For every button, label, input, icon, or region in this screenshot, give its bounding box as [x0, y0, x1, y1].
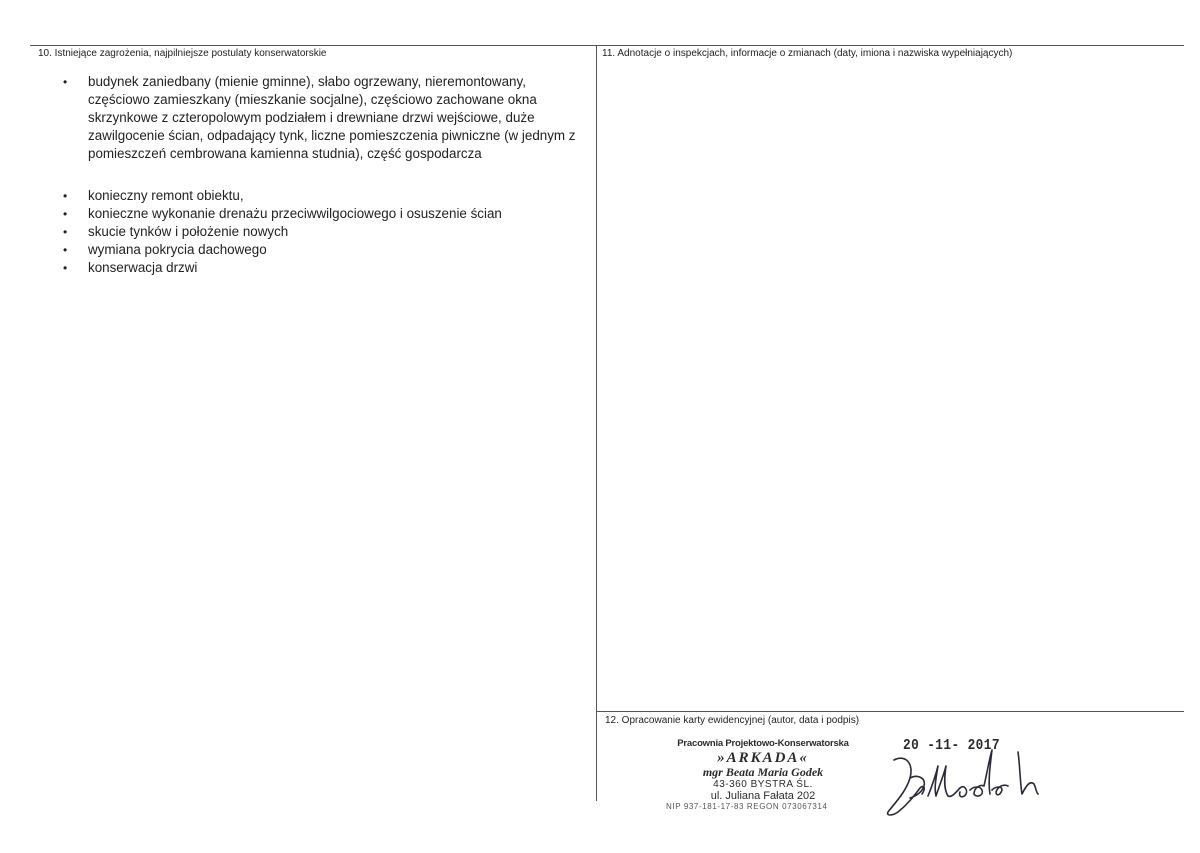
section-10-label: 10. Istniejące zagrożenia, najpilniejsze postulaty konserwatorskie [38, 48, 327, 59]
list-item: • budynek zaniedbany (mienie gminne), słabo ogrzewany, nieremontowany, częściowo zamieszkany (mieszkanie socjalne), częściowo zachowane okna skrzynkowe z czteropolowym podziałem i drewniane drzwi wejściowe, duże zawilgocenie ścian, odpadający tynk, liczne pomieszczenia piwniczne (w jednym z pomieszczeń cembrowana kamienna studnia), część gospodarcza [61, 73, 581, 163]
column-divider-line [596, 45, 597, 801]
section-11-label: 11. Adnotacje o inspekcjach, informacje o zmianach (daty, imiona i nazwiska wypełniających) [602, 48, 1013, 59]
list-item: • skucie tynków i położenie nowych [61, 223, 581, 241]
stamp-line-name: mgr Beata Maria Godek [702, 765, 824, 779]
stamp-line-tax-ids: NIP 937-181-17-83 REGON 073067314 [666, 802, 828, 811]
section-12-top-line [596, 711, 1184, 712]
section-12-label: 12. Opracowanie karty ewidencyjnej (autor, data i podpis) [605, 715, 860, 726]
stamp-line-company: Pracownia Projektowo-Konserwatorska [677, 738, 849, 749]
list-item: • wymiana pokrycia dachowego [61, 241, 581, 259]
handwritten-signature [880, 738, 1060, 820]
stamp-line-street: ul. Juliana Fałata 202 [710, 790, 816, 802]
stamp-line-postcode: 43-360 BYSTRA ŚL. [713, 779, 813, 790]
company-stamp [648, 738, 878, 812]
top-border-line [30, 45, 1184, 46]
section-10-list [61, 73, 581, 277]
list-item: • konieczny remont obiektu, [61, 187, 581, 205]
date-stamp: 20 -11- 2017 [903, 737, 1000, 754]
list-item: • konieczne wykonanie drenażu przeciwwilgociowego i osuszenie ścian [61, 205, 581, 223]
list-item: • konserwacja drzwi [61, 259, 581, 277]
stamp-line-brand: »ARKADA« [717, 750, 809, 766]
